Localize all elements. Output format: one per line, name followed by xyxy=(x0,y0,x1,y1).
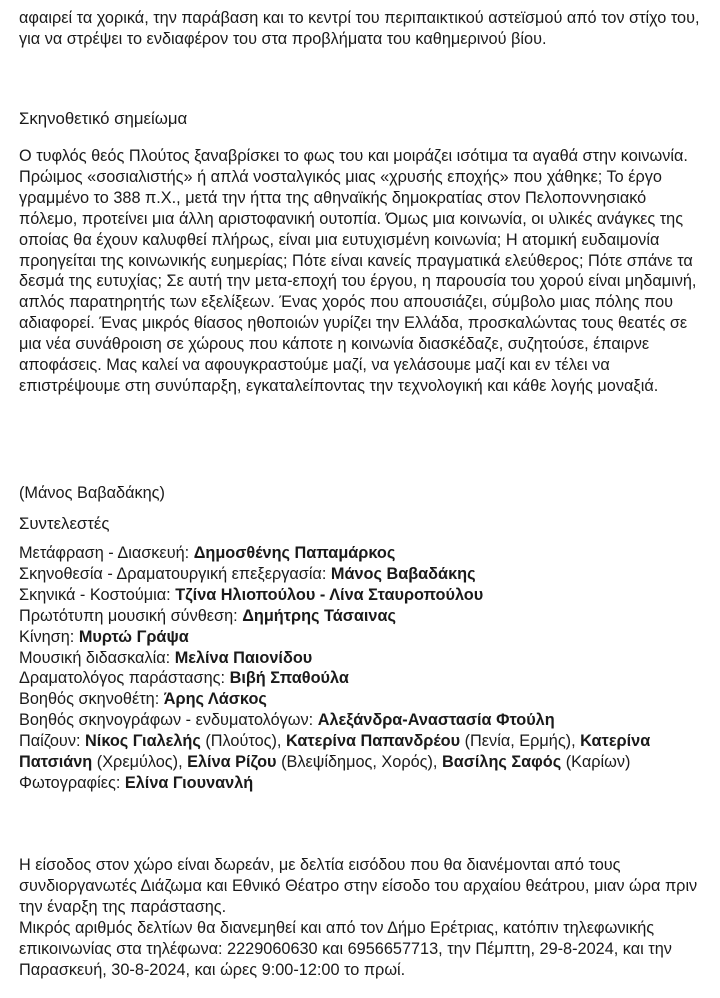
credit-movement xyxy=(19,627,702,648)
credit-name: Ελίνα Γιουνανλή xyxy=(124,773,254,792)
cast-member-role: (Χρεμύλος), xyxy=(92,753,188,772)
director-note-heading: Σκηνοθετικό σημείωμα xyxy=(19,109,188,128)
credit-name: Δημήτρης Τάσαινας xyxy=(242,606,396,625)
credit-role: Κίνηση: xyxy=(19,627,79,646)
credit-name: Αλεξάνδρα-Αναστασία Φτούλη xyxy=(317,711,555,730)
intro-paragraph: αφαιρεί τα χορικά, την παράβαση και το κεντρί του περιπαικτικού αστεϊσμού από τον στίχο του, για να στρέψει το ενδιαφέρον του στα προβλήματα του καθημερινού βίου. xyxy=(19,9,700,48)
credit-role: Μετάφραση - Διασκευή: xyxy=(19,544,194,562)
credit-translation xyxy=(19,543,702,564)
credit-role: Δραματολόγος παράστασης: xyxy=(19,669,230,688)
director-note-body: Ο τυφλός θεός Πλούτος ξαναβρίσκει το φως του και μοιράζει ισότιμα τα αγαθά στην κοινωνία. Πρώιμος «σοσιαλιστής» ή απλά νοσταλγικός μιας «χρυσής εποχής» που χάθηκε; Το έργο γραμμένο το 388 π.Χ., μετά την ήττα της αθηναϊκής δημοκρατίας στον Πελοποννησιακό πόλεμο, προτείνει μια άλλη αριστοφανική ουτοπία. Όμως μια κοινωνία, οι υλικές ανάγκες της οποίας θα έχουν καλυφθεί πλήρως, είναι μια ευτυχισμένη κοινωνία; Η ατομική ευδαιμονία προηγείται της κοινωνικής ευημερίας; Πότε είναι κανείς πραγματικά ελεύθερος; Πότε σπάνε τα δεσμά της ευτυχίας; Σε αυτή την μετα-εποχή του έργου, η παρουσία του χορού είναι μηδαμινή, απλός παρατηρητής των εξελίξεων. Ένας χορός που απουσιάζει, σύμβολο μιας πόλης που αδιαφορεί. Ένας μικρός θίασος ηθοποιών γυρίζει την Ελλάδα, προσκαλώντας τους θεατές σε μια νέα συνάθροιση σε χώρους που κάποτε η κοινωνία διασκέδαζε, συζητούσε, έπαιρνε αποφάσεις. Μας καλεί να αφουγκραστούμε μαζί, να γελάσουμε μαζί και εν τέλει να επιστρέψουμε στη συνύπαρξη, εγκαταλείποντας την τεχνολογική και κάθε λογής μοναξιά. xyxy=(19,147,697,395)
credit-dramaturg xyxy=(19,668,702,689)
credit-name: Βιβή Σπαθούλα xyxy=(229,669,349,688)
credit-name: Μυρτώ Γράψα xyxy=(78,627,189,646)
cast-label: Παίζουν: xyxy=(19,732,86,751)
credit-name: Μελίνα Παιονίδου xyxy=(174,648,313,667)
ticket-distribution-paragraph: Μικρός αριθμός δελτίων θα διανεμηθεί και από τον Δήμο Ερέτριας, κατόπιν τηλεφωνικής επικοινωνίας στα τηλέφωνα: 2229060630 και 6956657713, την Πέμπτη, 29-8-2024, και την Παρασκευή, 30-8-2024, και ώρες 9:00-12:00 το πρωί. xyxy=(19,919,672,979)
credit-direction xyxy=(19,564,702,585)
director-note-signature: (Μάνος Βαβαδάκης) xyxy=(19,484,165,502)
cast-member-role: (Καρίων) xyxy=(561,753,631,772)
credit-cast xyxy=(19,731,702,773)
credit-music xyxy=(19,606,702,627)
credit-assistant-director xyxy=(19,689,702,710)
admission-paragraph: Η είσοδος στον χώρο είναι δωρεάν, με δελτία εισόδου που θα διανέμονται από τους συνδιοργανωτές Διάζωμα και Εθνικό Θέατρο στην είσοδο του αρχαίου θεάτρου, μιαν ώρα πριν την έναρξη της παράστασης. xyxy=(19,856,698,916)
cast-member-name: Ελίνα Ρίζου xyxy=(187,753,277,772)
credit-role: Βοηθός σκηνοθέτη: xyxy=(19,690,164,709)
credit-name: Δημοσθένης Παπαμάρκος xyxy=(193,544,396,562)
credit-name: Τζίνα Ηλιοπούλου - Λίνα Σταυροπούλου xyxy=(175,585,484,604)
cast-member-name: Κατερίνα Πατσιάνη xyxy=(19,732,651,772)
credits-list xyxy=(19,543,702,794)
cast-member-role: (Πλούτος), xyxy=(200,732,286,751)
credit-sets-costumes xyxy=(19,585,702,606)
cast-member-name: Κατερίνα Παπανδρέου xyxy=(285,732,461,751)
credit-role: Σκηνικά - Κοστούμια: xyxy=(19,585,176,604)
credit-role: Σκηνοθεσία - Δραματουργική επεξεργασία: xyxy=(19,564,331,583)
credit-role: Πρωτότυπη μουσική σύνθεση: xyxy=(19,606,243,625)
credit-role: Βοηθός σκηνογράφων - ενδυματολόγων: xyxy=(19,711,318,730)
cast-member-name: Νίκος Γιαλελής xyxy=(85,732,201,751)
credit-music-teaching xyxy=(19,648,702,669)
cast-member-role: (Βλεψίδημος, Χορός), xyxy=(276,753,442,772)
cast-member-role: (Πενία, Ερμής), xyxy=(460,732,581,751)
cast-member-name: Βασίλης Σαφός xyxy=(441,753,562,772)
credit-name: Άρης Λάσκος xyxy=(163,690,267,709)
credit-role: Φωτογραφίες: xyxy=(19,773,125,792)
credit-assistant-designer xyxy=(19,710,702,731)
credits-heading: Συντελεστές xyxy=(19,514,110,533)
credit-name: Μάνος Βαβαδάκης xyxy=(330,564,476,583)
credit-photos xyxy=(19,773,702,794)
credit-role: Μουσική διδασκαλία: xyxy=(19,648,175,667)
